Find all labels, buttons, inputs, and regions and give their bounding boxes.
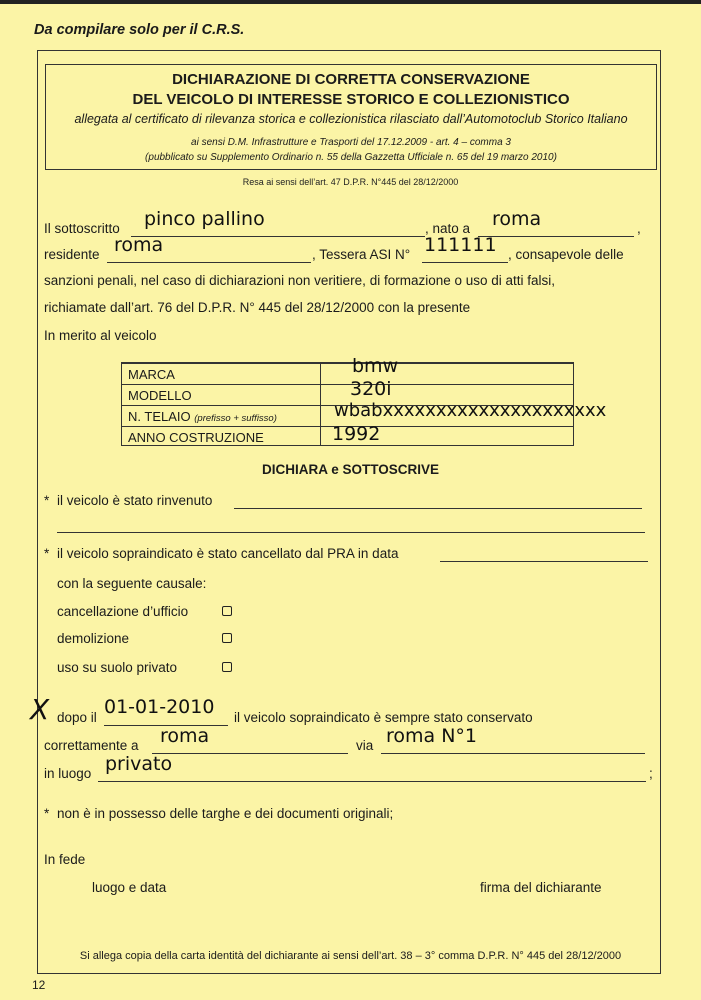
comma-char: , — [637, 221, 641, 236]
cancellato-text: il veicolo sopraindicato è stato cancellato dal PRA in data — [57, 546, 399, 561]
vehicle-row-marca — [122, 363, 573, 384]
birthplace-value: roma — [492, 208, 542, 230]
in-merito-text: In merito al veicolo — [44, 328, 157, 343]
handwritten-check-mark: X — [30, 693, 50, 726]
luogo-field-line[interactable] — [98, 781, 646, 782]
birthplace-field-line[interactable] — [478, 236, 634, 237]
name-value: pinco pallino — [144, 208, 265, 230]
correttamente-label: correttamente a — [44, 738, 139, 753]
city-field-line[interactable] — [152, 753, 348, 754]
semicolon-char: ; — [649, 766, 653, 781]
dopo-date-value: 01-01-2010 — [104, 696, 215, 718]
consapevole-label: , consapevole delle — [508, 247, 624, 262]
targhe-text: non è in possesso delle targhe e dei documenti originali; — [57, 806, 394, 821]
residence-value: roma — [114, 234, 164, 256]
nato-label: , nato a — [425, 221, 471, 236]
residente-label: residente — [44, 247, 100, 262]
bullet-1: * — [44, 493, 50, 508]
marca-label: MARCA — [128, 367, 175, 382]
header-note: Da compilare solo per il C.R.S. — [34, 22, 245, 38]
telaio-label-wrap — [128, 409, 277, 424]
title-line-1: DICHIARAZIONE DI CORRETTA CONSERVAZIONE — [172, 71, 530, 88]
via-field-line[interactable] — [381, 753, 645, 754]
modello-value[interactable]: 320i — [350, 378, 392, 400]
rinvenuto-field-line[interactable] — [234, 508, 642, 509]
footer-note: Si allega copia della carta identità del dichiarante ai sensi dell’art. 38 – 3° comma D.P.R. N° 445 del 28/12/2000 — [79, 950, 622, 962]
title-line-3: allegata al certificato di rilevanza storica e collezionistica rilasciato dall’Automotoclub Storico Italiano — [74, 112, 628, 126]
title-line-4: ai sensi D.M. Infrastrutture e Trasporti del 17.12.2009 - art. 4 – comma 3 — [191, 137, 511, 148]
name-field-line[interactable] — [131, 236, 425, 237]
rinvenuto-text: il veicolo è stato rinvenuto — [57, 493, 213, 508]
causale-2-label: demolizione — [57, 631, 130, 646]
rinvenuto-field-line-2[interactable] — [57, 532, 645, 533]
causale-label: con la seguente causale: — [57, 576, 207, 591]
top-edge-bar — [0, 0, 701, 4]
luogo-value: privato — [105, 753, 173, 775]
dopo-label: dopo il — [57, 710, 97, 725]
cancellato-date-line[interactable] — [440, 561, 648, 562]
marca-value[interactable]: bmw — [352, 355, 399, 377]
tessera-label: , Tessera ASI N° — [312, 247, 411, 262]
causale-1-label: cancellazione d’ufficio — [57, 604, 189, 619]
anno-value[interactable]: 1992 — [332, 423, 381, 445]
form-frame — [37, 50, 661, 974]
title-line-5: (pubblicato su Supplemento Ordinario n. 55 della Gazzetta Ufficiale n. 65 del 19 marzo 2010) — [145, 152, 557, 163]
richiamate-text: richiamate dall’art. 76 del D.P.R. N° 445 del 28/12/2000 con la presente — [44, 300, 471, 315]
tessera-field-line[interactable] — [422, 262, 508, 263]
causale-2-checkbox[interactable] — [222, 633, 232, 643]
sottoscritto-label: Il sottoscritto — [44, 221, 120, 236]
telaio-value[interactable]: wbabxxxxxxxxxxxxxxxxxxxxx — [334, 400, 607, 421]
title-line-2: DEL VEICOLO DI INTERESSE STORICO E COLLEZIONISTICO — [132, 91, 570, 108]
title-box — [45, 64, 657, 170]
causale-1-checkbox[interactable] — [222, 606, 232, 616]
conservato-text: il veicolo sopraindicato è sempre stato conservato — [234, 710, 533, 725]
page-number: 12 — [32, 978, 46, 992]
sanzioni-text: sanzioni penali, nel caso di dichiarazioni non veritiere, di formazione o uso di atti falsi, — [44, 273, 556, 288]
telaio-label: N. TELAIO — [128, 409, 191, 424]
luogo-label: in luogo — [44, 766, 92, 781]
bullet-3: * — [44, 806, 50, 821]
telaio-note: (prefisso + suffisso) — [194, 413, 277, 424]
in-fede-text: In fede — [44, 852, 86, 867]
bullet-2: * — [44, 546, 50, 561]
via-label: via — [356, 738, 374, 753]
dichiara-heading: DICHIARA e SOTTOSCRIVE — [261, 462, 440, 477]
tessera-value: 111111 — [424, 234, 497, 256]
luogo-data-label: luogo e data — [92, 880, 167, 895]
firma-label: firma del dichiarante — [480, 880, 602, 895]
city-value: roma — [160, 725, 210, 747]
causale-3-label: uso su suolo privato — [57, 660, 178, 675]
resa-note: Resa ai sensi dell’art. 47 D.P.R. N°445 del 28/12/2000 — [242, 177, 459, 187]
causale-3-checkbox[interactable] — [222, 662, 232, 672]
via-value: roma N°1 — [386, 725, 478, 747]
modello-label: MODELLO — [128, 388, 192, 403]
anno-label: ANNO COSTRUZIONE — [128, 430, 264, 445]
residence-field-line[interactable] — [107, 262, 311, 263]
